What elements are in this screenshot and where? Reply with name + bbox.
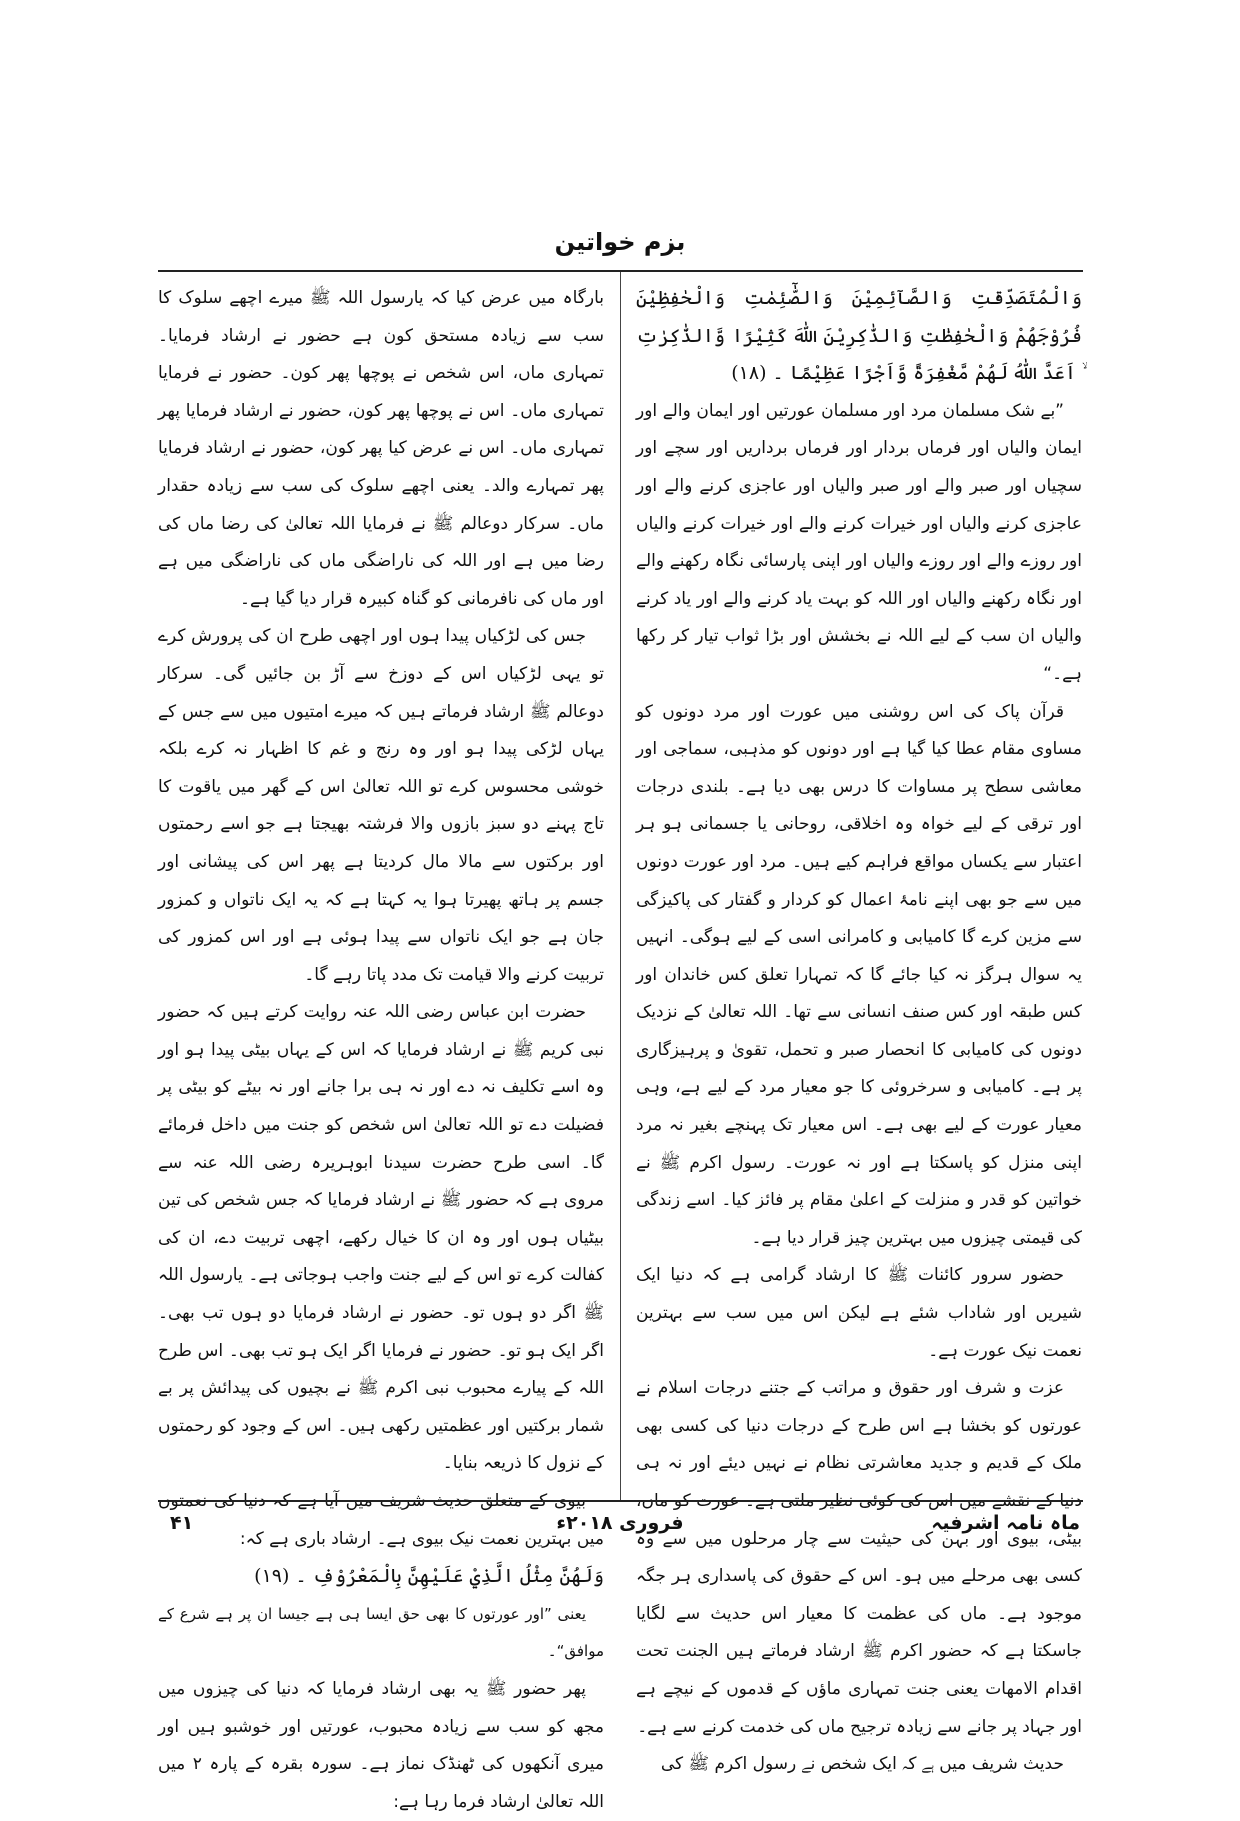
footer-magazine-name: ماہ نامہ اشرفیہ — [931, 1512, 1080, 1534]
footer-divider — [158, 1500, 1083, 1502]
column-divider — [620, 272, 621, 1500]
footer-date: فروری ۲۰۱۸ء — [556, 1512, 684, 1534]
paragraph: قرآن پاک کی اس روشنی میں عورت اور مرد دونوں کو مساوی مقام عطا کیا گیا ہے اور دونوں کو مذہبی، سماجی اور معاشی سطح پر مساوات کا درس بھی دیا ہے۔ بلندی درجات اور ترقی کے لیے خواہ وہ اخلاقی، روحانی یا جسمانی ہو ہر اعتبار سے یکساں مواقع فراہم کیے ہیں۔ مرد اور عورت دونوں میں سے جو بھی اپنے نامۂ اعمال کو کردار و گفتار کی پاکیزگی سے مزین کرے گا کامیابی و کامرانی اسی کے لیے ہوگی۔ انہیں یہ سوال ہرگز نہ کیا جائے گا کہ تمہارا تعلق کس خاندان اور کس طبقہ اور کس صنف انسانی سے تھا۔ اللہ تعالیٰ کے نزدیک دونوں کی کامیابی کا انحصار صبر و تحمل، تقویٰ و پرہیزگاری پر ہے۔ کامیابی و سرخروئی کا جو معیار مرد کے لیے ہے، وہی معیار عورت کے لیے بھی ہے۔ اس معیار تک پہنچے بغیر نہ مرد اپنی منزل کو پاسکتا ہے اور نہ عورت۔ رسول اکرم ﷺ نے خواتین کو قدر و منزلت کے اعلیٰ مقام پر فائز کیا۔ اسے زندگی کی قیمتی چیزوں میں بہترین چیز قرار دیا ہے۔ — [636, 701, 1082, 1248]
paragraph: حضور سرور کائنات ﷺ کا ارشاد گرامی ہے کہ دنیا ایک شیریں اور شاداب شئے ہے لیکن اس میں سب سے بہترین نعمت نیک عورت ہے۔ — [636, 1265, 1082, 1361]
paragraph: حدیث شریف میں ہے کہ ایک شخص نے رسول اکرم ﷺ کی — [660, 1754, 1064, 1775]
quran-verse: وَلَهُنَّ مِثْلُ الَّذِيْ عَلَيْهِنَّ بِالْمَعْرُوْفِ ۔ (۱۹) — [254, 1565, 604, 1588]
page-number: ۴۱ — [170, 1512, 194, 1534]
page-title: بزم خواتین — [554, 228, 686, 256]
paragraph: عزت و شرف اور حقوق و مراتب کے جتنے درجات اسلام نے عورتوں کو بخشا ہے اس طرح کے درجات دنیا کی کسی بھی ملک کے قدیم و جدید معاشرتی نظام نے نہیں دیئے اور نہ ہی دنیا کے نقشے میں اس کی کوئی نظیر ملتی ہے۔ عورت کو ماں، بیٹی، بیوی اور بہن کی حیثیت سے چار مرحلوں میں سے وہ کسی بھی مرحلے میں ہو۔ اس کے حقوق کی پاسداری ہر جگہ موجود ہے۔ ماں کی عظمت کا معیار اس حدیث سے لگایا جاسکتا ہے کہ حضور اکرم ﷺ ارشاد فرماتے ہیں الجنت تحت اقدام الامھات یعنی جنت تمہاری ماؤں کے قدموں کے نیچے ہے اور جہاد پر جانے سے زیادہ ترجیح ماں کی خدمت کرنے سے ہے۔ — [636, 1378, 1082, 1737]
paragraph: حضرت ابن عباس رضی اللہ عنہ روایت کرتے ہیں کہ حضور نبی کریم ﷺ نے ارشاد فرمایا کہ اس کے یہاں بیٹی پیدا ہو اور وہ اسے تکلیف نہ دے اور نہ ہی برا جانے اور نہ بیٹے کو بیٹی پر فضیلت دے تو اللہ تعالیٰ اس شخص کو جنت میں داخل فرمائے گا۔ اسی طرح حضرت سیدنا ابوہریرہ رضی اللہ عنہ سے مروی ہے کہ حضور ﷺ نے ارشاد فرمایا کہ جس شخص کی تین بیٹیاں ہوں اور وہ ان کا خیال رکھے، اچھی تربیت دے، ان کی کفالت کرے تو اس کے لیے جنت واجب ہوجاتی ہے۔ یارسول اللہ ﷺ اگر دو ہوں تو۔ حضور نے ارشاد فرمایا دو ہوں تب بھی۔ اگر ایک ہو تو۔ حضور نے فرمایا اگر ایک ہو تب بھی۔ اس طرح اللہ کے پیارے محبوب نبی اکرم ﷺ نے بچیوں کی پیدائش پر بے شمار برکتیں اور عظمتیں رکھی ہیں۔ اس کے وجود کو رحمتوں کے نزول کا ذریعہ بنایا۔ — [158, 1002, 604, 1474]
paragraph: بیوی کے متعلق حدیث شریف میں آیا ہے کہ دنیا کی نعمتوں میں بہترین نعمت نیک بیوی ہے۔ ارشاد باری ہے کہ: — [158, 1491, 604, 1549]
quran-verse: وَالْمُتَصَدِّقٰتِ وَالصَّآئِمِيْنَ وَالصّٰٓئِمٰتِ وَالْحٰفِظِيْنَ فُرُوْجَهُمْ وَالْحٰفِظٰتِ وَالذّٰكِرِيْنَ اللّٰهَ كَثِيْرًا وَّالذّٰكِرٰتِ ۙ اَعَدَّ اللّٰهُ لَهُمْ مَّغْفِرَةً وَّاَجْرًا عَظِيْمًا ۔ (۱۸) — [636, 287, 1082, 385]
paragraph: بارگاہ میں عرض کیا کہ یارسول اللہ ﷺ میرے اچھے سلوک کا سب سے زیادہ مستحق کون ہے حضور نے ارشاد فرمایا۔ تمہاری ماں، اس شخص نے پوچھا پھر کون۔ حضور نے فرمایا تمہاری ماں۔ اس نے پوچھا پھر کون، حضور نے ارشاد فرمایا پھر تمہاری ماں۔ اس نے عرض کیا پھر کون، حضور نے ارشاد فرمایا پھر تمہارے والد۔ یعنی اچھے سلوک کی سب سے زیادہ حقدار ماں۔ سرکار دوعالم ﷺ نے فرمایا اللہ تعالیٰ کی رضا ماں کی رضا میں ہے اور اللہ کی ناراضگی ماں کی ناراضگی میں ہے اور ماں کی نافرمانی کو گناہ کبیرہ قرار دیا گیا ہے۔ — [158, 288, 604, 609]
paragraph: جس کی لڑکیاں پیدا ہوں اور اچھی طرح ان کی پرورش کرے تو یہی لڑکیاں اس کے دوزخ سے آڑ بن جائیں گی۔ سرکار دوعالم ﷺ ارشاد فرماتے ہیں کہ میرے امتیوں میں سے جس کے یہاں لڑکی پیدا ہو اور وہ رنج و غم کا اظہار نہ کرے بلکہ خوشی محسوس کرے تو اللہ تعالیٰ اس کے گھر میں یاقوت کا تاج پہنے دو سبز بازوں والا فرشتہ بھیجتا ہے جو اسے رحمتوں اور برکتوں سے مالا مال کردیتا ہے پھر اس کی پیشانی اور جسم پر ہاتھ پھیرتا ہوا یہ کہتا ہے کہ یہ ایک ناتواں و کمزور جان ہے جو ایک ناتواں سے پیدا ہوئی ہے اور اس کمزور کی تربیت کرنے والا قیامت تک مدد پاتا رہے گا۔ — [158, 626, 604, 985]
paragraph: ”بے شک مسلمان مرد اور مسلمان عورتیں اور ایمان والے اور ایمان والیاں اور فرماں بردار اور فرماں برداریں اور سچے اور سچیاں اور صبر والے اور صبر والیاں اور عاجزی کرنے والے اور عاجزی کرنے والیاں اور خیرات کرنے والے اور خیرات کرنے والیاں اور روزے والے اور روزے والیاں اور اپنی پارسائی نگاہ رکھنے والے اور نگاہ رکھنے والیاں اور اللہ کو بہت یاد کرنے والے اور یاد کرنے والیاں ان سب کے لیے اللہ نے بخشش اور بڑا ثواب تیار کر رکھا ہے۔“ — [636, 400, 1082, 684]
paragraph: پھر حضور ﷺ یہ بھی ارشاد فرمایا کہ دنیا کی چیزوں میں مجھ کو سب سے زیادہ محبوب، عورتیں اور خوشبو ہیں اور میری آنکھوں کی ٹھنڈک نماز ہے۔ سورہ بقرہ کے پارہ ۲ میں اللہ تعالیٰ ارشاد فرما رہا ہے: — [158, 1678, 604, 1812]
verse-translation: یعنی ”اور عورتوں کا بھی حق ایسا ہی ہے جیسا ان پر ہے شرع کے موافق“۔ — [158, 1604, 604, 1661]
